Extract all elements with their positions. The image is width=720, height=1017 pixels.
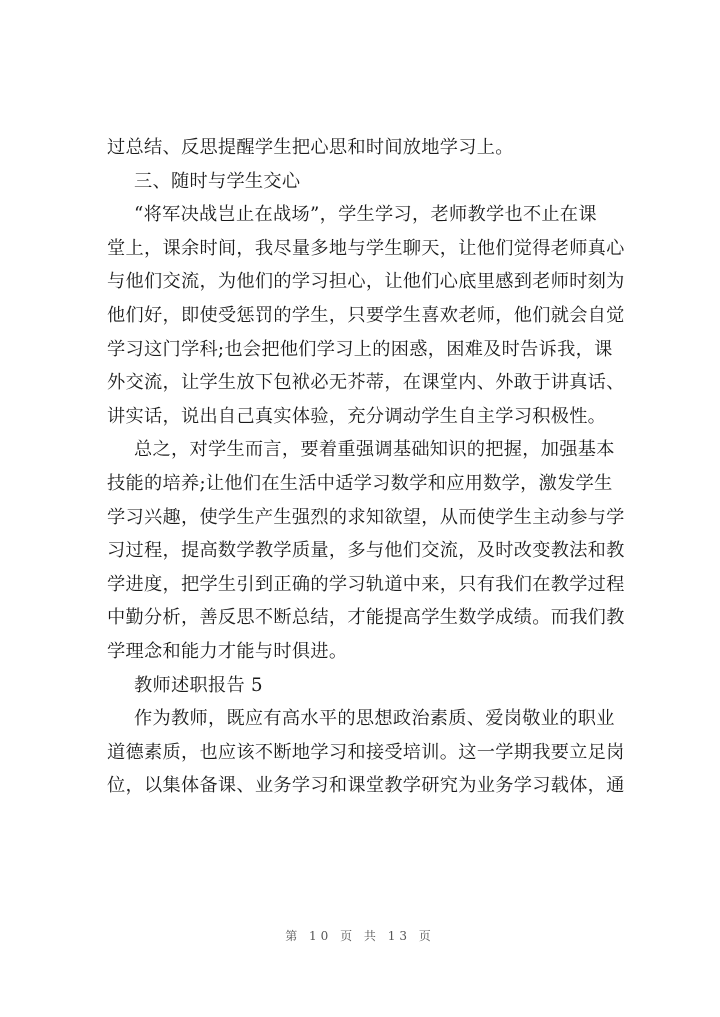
text-line: 习过程，提高数学教学质量，多与他们交流，及时改变教法和教 xyxy=(107,540,625,562)
text-line: 学进度，把学生引到正确的学习轨道中来，只有我们在教学过程 xyxy=(107,573,625,595)
section-heading: 三、随时与学生交心 xyxy=(134,170,301,192)
page-footer: 第 10 页 共 13 页 xyxy=(285,929,435,943)
text-line: 他们好，即使受惩罚的学生，只要学生喜欢老师，他们就会自觉 xyxy=(107,304,625,326)
text-line: 学习这门学科;也会把他们学习上的困惑，困难及时告诉我，课 xyxy=(107,338,613,360)
text-line: 过总结、反思提醒学生把心思和时间放地学习上。 xyxy=(107,137,514,158)
text-line: 与他们交流，为他们的学习担心，让他们心底里感到老师时刻为 xyxy=(107,271,625,293)
text-line: 总之，对学生而言，要着重强调基础知识的把握，加强基本 xyxy=(134,439,615,461)
text-line: 讲实话，说出自己真实体验，充分调动学生自主学习积极性。 xyxy=(107,405,607,427)
text-line: 技能的培养;让他们在生活中适学习数学和应用数学，激发学生 xyxy=(107,472,613,494)
report-heading: 教师述职报告 5 xyxy=(134,674,263,696)
text-line: “将军决战岂止在战场”，学生学习，老师教学也不止在课 xyxy=(134,204,597,226)
text-line: 学习兴趣，使学生产生强烈的求知欲望，从而使学生主动参与学 xyxy=(107,506,625,528)
text-line: 堂上，课余时间，我尽量多地与学生聊天，让他们觉得老师真心 xyxy=(107,237,625,259)
text-line: 中勤分析，善反思不断总结，才能提高学生数学成绩。而我们教 xyxy=(107,607,625,629)
body-text xyxy=(107,132,647,804)
text-line: 作为教师，既应有高水平的思想政治素质、爱岗敬业的职业 xyxy=(134,708,615,730)
text-line: 道德素质，也应该不断地学习和接受培训。这一学期我要立足岗 xyxy=(107,741,625,763)
text-line: 学理念和能力才能与时俱进。 xyxy=(107,640,348,662)
text-line: 位，以集体备课、业务学习和课堂教学研究为业务学习载体，通 xyxy=(107,775,625,797)
text-line: 外交流，让学生放下包袱必无芥蒂，在课堂内、外敢于讲真话、 xyxy=(107,372,625,394)
